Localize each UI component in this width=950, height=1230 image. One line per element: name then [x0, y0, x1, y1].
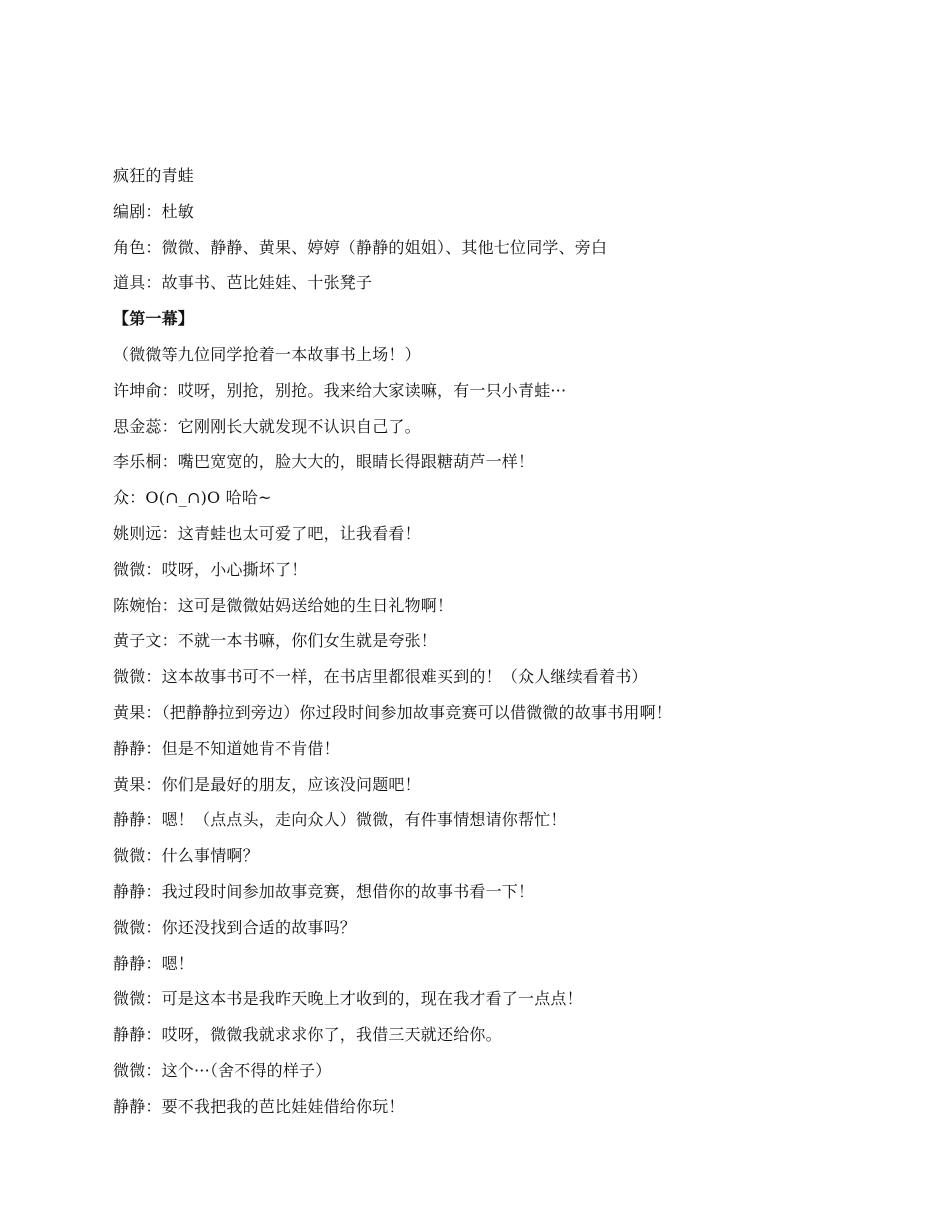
script-text [113, 158, 873, 1125]
dialogue-line: 陈婉怡：这可是微微姑妈送给她的生日礼物啊！ [113, 595, 454, 615]
dialogue-line: 静静：嗯！（点点头，走向众人）微微，有件事情想请你帮忙！ [113, 810, 567, 830]
dialogue-line: 微微：哎呀，小心撕坏了！ [113, 559, 308, 579]
dialogue-line: 微微：可是这本书是我昨天晚上才收到的，现在我才看了一点点！ [113, 989, 583, 1009]
dialogue-line: 微微：什么事情啊？ [113, 846, 259, 866]
act-heading: 【第一幕】 [113, 309, 195, 329]
dialogue-line: 思金蕊：它刚刚长大就发现不认识自己了。 [113, 416, 421, 436]
dialogue-line: 微微：你还没找到合适的故事吗？ [113, 917, 357, 937]
dialogue-line: 静静：我过段时间参加故事竞赛，想借你的故事书看一下！ [113, 881, 535, 901]
dialogue-line: 李乐桐：嘴巴宽宽的，脸大大的，眼睛长得跟糖葫芦一样！ [113, 452, 535, 472]
dialogue-line: 静静：要不我把我的芭比娃娃借给你玩！ [113, 1096, 405, 1116]
dialogue-line: 黄子文：不就一本书嘛，你们女生就是夸张！ [113, 631, 438, 651]
playwright-line: 编剧：杜敏 [113, 201, 195, 221]
dialogue-line: 众：O(∩_∩)O 哈哈~ [113, 488, 272, 508]
dialogue-line: 静静：嗯！ [113, 953, 195, 973]
dialogue-line: 黄果：你们是最好的朋友，应该没问题吧！ [113, 774, 421, 794]
stage-direction: （微微等九位同学抢着一本故事书上场！） [113, 344, 421, 364]
props-line: 道具：故事书、芭比娃娃、十张凳子 [113, 273, 373, 293]
script-title: 疯狂的青蛙 [113, 166, 195, 185]
dialogue-line: 姚则远：这青蛙也太可爱了吧，让我看看！ [113, 523, 421, 543]
dialogue-line: 黄果：（把静静拉到旁边）你过段时间参加故事竞赛可以借微微的故事书用啊！ [113, 702, 673, 722]
dialogue-line: 微微：这个···（舍不得的样子） [113, 1060, 332, 1080]
dialogue-line: 微微：这本故事书可不一样，在书店里都很难买到的！（众人继续看着书） [113, 667, 648, 687]
dialogue-line: 许坤俞：哎呀，别抢，别抢。我来给大家读嘛，有一只小青蛙··· [113, 380, 567, 400]
roles-line: 角色：微微、静静、黄果、婷婷（静静的姐姐）、其他七位同学、旁白 [113, 237, 608, 257]
dialogue-line: 静静：但是不知道她肯不肯借！ [113, 738, 340, 758]
dialogue-line: 静静：哎呀，微微我就求求你了，我借三天就还给你。 [113, 1025, 502, 1045]
